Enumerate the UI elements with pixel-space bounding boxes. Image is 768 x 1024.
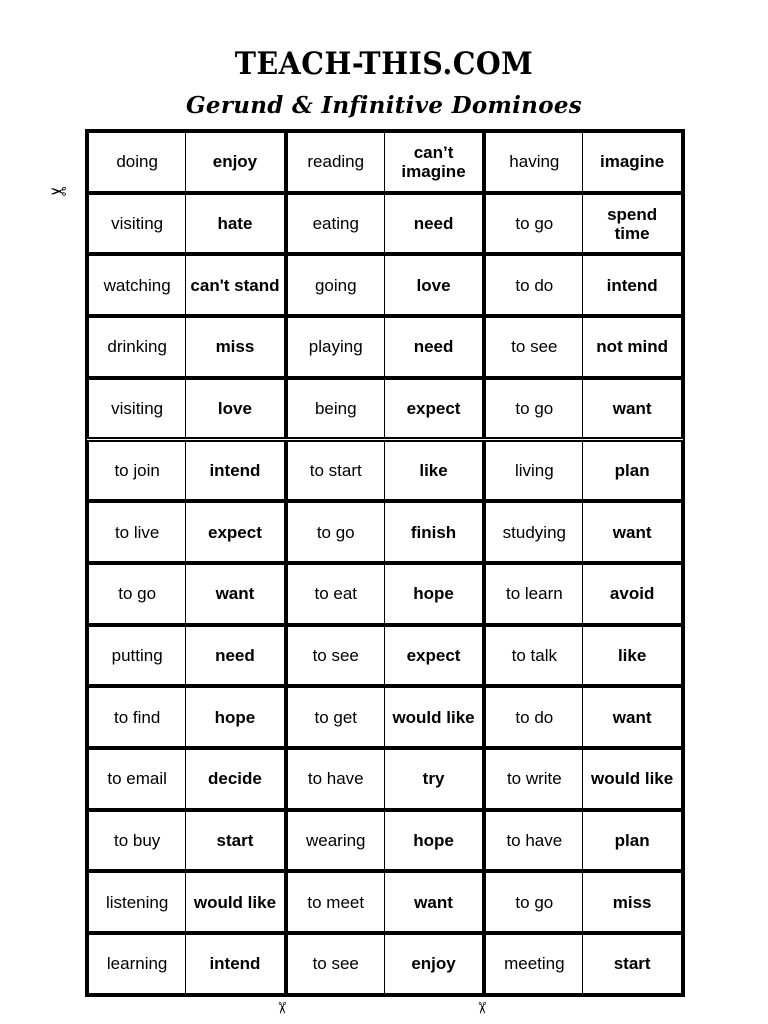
domino-verb: expect: [406, 645, 461, 665]
domino-card: [286, 563, 485, 625]
domino-verb-form: to see: [288, 935, 385, 993]
domino-card: [484, 440, 683, 502]
domino-verb: like: [617, 645, 647, 665]
domino-verb-form: to meet: [288, 873, 385, 931]
domino-card: [87, 933, 286, 995]
domino-verb-form: to go: [486, 873, 583, 931]
domino-verb: hope: [413, 831, 454, 851]
domino-verb: miss: [215, 337, 255, 357]
domino-card: [87, 748, 286, 810]
domino-verb: would like: [591, 769, 674, 789]
domino-card: [484, 686, 683, 748]
domino-verb: expect: [208, 522, 262, 542]
domino-card: [484, 254, 683, 316]
domino-card: [87, 810, 286, 872]
worksheet-title: Gerund & Infinitive Dominoes: [185, 92, 583, 119]
domino-verb-form: learning: [89, 935, 186, 993]
scissors-icon: ✂: [472, 1001, 492, 1015]
domino-verb-form: studying: [486, 503, 583, 561]
domino-card: [286, 933, 485, 995]
domino-verb-form: listening: [89, 873, 186, 931]
domino-card: [484, 871, 683, 933]
domino-verb-form: to go: [89, 565, 186, 623]
site-title: TEACH-THIS.COM: [234, 46, 534, 82]
domino-verb-form: to go: [486, 195, 583, 253]
domino-verb: want: [612, 707, 652, 727]
domino-verb: want: [215, 584, 255, 604]
domino-verb: would like: [392, 707, 475, 727]
domino-verb: want: [612, 522, 652, 542]
domino-verb: want: [612, 399, 652, 419]
domino-card: [484, 193, 683, 255]
domino-verb-form: to go: [288, 503, 385, 561]
domino-card: [286, 316, 485, 378]
domino-card: [286, 193, 485, 255]
domino-card: [286, 625, 485, 687]
domino-verb: imagine: [600, 152, 665, 172]
domino-verb-form: to email: [89, 750, 186, 808]
domino-verb-form: visiting: [89, 195, 186, 253]
domino-verb-form: visiting: [89, 380, 186, 438]
domino-card: [286, 378, 485, 440]
domino-verb-form: to do: [486, 688, 583, 746]
domino-verb: need: [215, 645, 255, 665]
domino-card: [87, 193, 286, 255]
domino-verb: miss: [612, 892, 652, 912]
domino-verb-form: to have: [288, 750, 385, 808]
domino-card: [484, 131, 683, 193]
domino-verb-form: having: [486, 133, 583, 191]
domino-verb: intend: [606, 275, 658, 295]
domino-card: [286, 748, 485, 810]
domino-card: [87, 871, 286, 933]
domino-verb-form: to find: [89, 688, 186, 746]
domino-verb-form: doing: [89, 133, 186, 191]
domino-verb: hope: [413, 584, 454, 604]
domino-card: [484, 933, 683, 995]
domino-card: [87, 131, 286, 193]
domino-verb: start: [613, 954, 651, 974]
domino-verb-form: watching: [89, 256, 186, 314]
domino-card: [484, 316, 683, 378]
domino-verb-form: being: [288, 380, 385, 438]
domino-verb: finish: [410, 522, 457, 542]
domino-card: [87, 440, 286, 502]
domino-verb: plan: [614, 460, 650, 480]
domino-card: [484, 748, 683, 810]
domino-verb: need: [413, 337, 454, 357]
domino-verb-form: to see: [486, 318, 583, 376]
domino-card: [286, 254, 485, 316]
domino-card: [87, 501, 286, 563]
domino-verb: try: [422, 769, 445, 789]
domino-verb-form: drinking: [89, 318, 186, 376]
domino-verb-form: to get: [288, 688, 385, 746]
domino-verb-form: to see: [288, 627, 385, 685]
domino-verb: expect: [406, 399, 461, 419]
domino-verb: avoid: [609, 584, 655, 604]
domino-card: [87, 254, 286, 316]
domino-verb-form: to do: [486, 256, 583, 314]
domino-verb-form: to join: [89, 442, 186, 500]
domino-verb-form: playing: [288, 318, 385, 376]
domino-verb: intend: [209, 954, 261, 974]
domino-card: [286, 131, 485, 193]
domino-verb: hate: [217, 214, 253, 234]
domino-card: [87, 378, 286, 440]
domino-verb-form: to start: [288, 442, 385, 500]
domino-verb: need: [413, 214, 454, 234]
scissors-icon: ✂: [272, 1001, 292, 1015]
domino-verb: intend: [209, 460, 261, 480]
domino-card: [484, 378, 683, 440]
domino-card: [484, 625, 683, 687]
domino-card: [87, 625, 286, 687]
domino-verb: want: [414, 892, 453, 912]
domino-verb-form: to live: [89, 503, 186, 561]
domino-verb-form: going: [288, 256, 385, 314]
domino-sheet: [85, 129, 685, 997]
domino-verb-form: living: [486, 442, 583, 500]
domino-verb: decide: [208, 769, 262, 789]
domino-verb: enjoy: [411, 954, 456, 974]
domino-verb-form: to learn: [486, 565, 583, 623]
domino-card: [286, 440, 485, 502]
domino-card: [286, 501, 485, 563]
domino-verb: can’t imagine: [401, 142, 466, 181]
domino-verb-form: to go: [486, 380, 583, 438]
domino-verb-form: putting: [89, 627, 186, 685]
domino-grid: [87, 131, 683, 995]
domino-card: [286, 871, 485, 933]
domino-verb: love: [217, 399, 252, 419]
domino-card: [484, 563, 683, 625]
domino-verb-form: to have: [486, 812, 583, 870]
domino-verb: plan: [614, 831, 650, 851]
domino-verb-form: meeting: [486, 935, 583, 993]
domino-card: [286, 810, 485, 872]
domino-verb-form: to buy: [89, 812, 186, 870]
scissors-icon: ✂: [50, 179, 67, 203]
domino-verb: love: [416, 275, 451, 295]
domino-card: [87, 686, 286, 748]
domino-verb: not mind: [596, 337, 669, 357]
domino-verb-form: to eat: [288, 565, 385, 623]
domino-verb-form: to write: [486, 750, 583, 808]
domino-verb-form: reading: [288, 133, 385, 191]
domino-card: [286, 686, 485, 748]
domino-card: [87, 316, 286, 378]
domino-verb: hope: [214, 707, 256, 727]
domino-verb: spend time: [607, 204, 658, 243]
domino-verb-form: to talk: [486, 627, 583, 685]
domino-verb: start: [216, 831, 254, 851]
domino-verb: would like: [193, 892, 277, 912]
domino-card: [87, 563, 286, 625]
domino-card: [484, 810, 683, 872]
domino-card: [484, 501, 683, 563]
domino-verb: enjoy: [212, 152, 258, 172]
domino-verb: can't stand: [190, 275, 280, 295]
domino-verb-form: wearing: [288, 812, 385, 870]
domino-verb: like: [419, 460, 448, 480]
domino-verb-form: eating: [288, 195, 385, 253]
